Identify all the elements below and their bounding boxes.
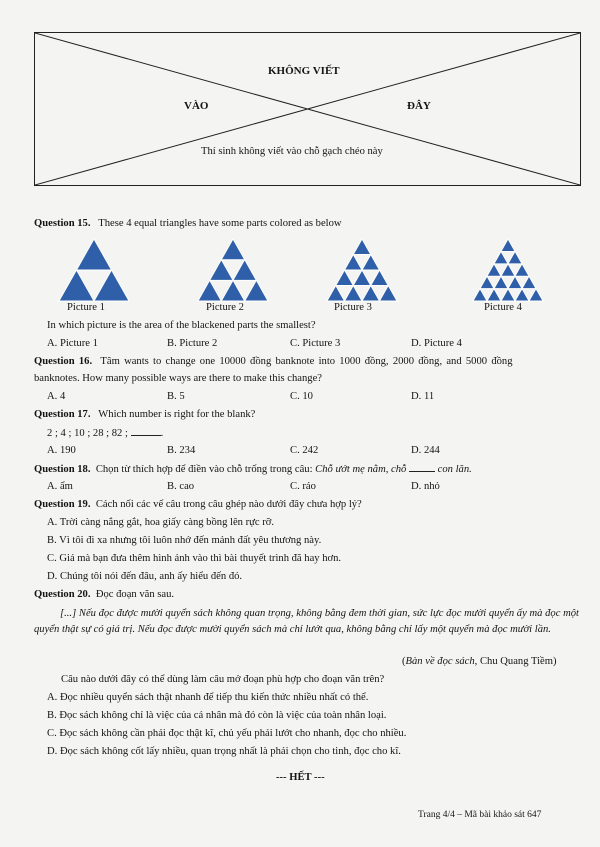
q18-text: Chọn từ thích hợp để điền vào chỗ trống trong câu: [95,464,313,475]
q15-option-b: B. Picture 2 [167,338,218,349]
q15-option-a: A. Picture 1 [47,338,98,349]
shaded-triangle [245,280,268,301]
q20-option-b: B. Đọc sách không chỉ là việc của cá nhân mà đó còn là việc của toàn nhân loại. [47,710,387,721]
box-text-left: VÀO [184,100,209,112]
q16-option-a: A. 4 [47,391,66,402]
shaded-triangle [336,270,354,286]
picture-3-caption: Picture 3 [334,302,372,313]
q20-source-title: Bàn về đọc sách [405,656,475,667]
q17-line [34,409,255,422]
shaded-triangle [487,264,501,276]
q20-option-a: A. Đọc nhiều quyển sách thật nhanh để tiếp thu kiến thức nhiều nhất có thể. [47,692,369,703]
cross-lines [35,33,580,185]
q17-blank [131,427,161,436]
triangle-picture-4 [473,239,543,301]
q16-option-b: B. 5 [167,391,185,402]
q17-sequence: 2 ; 4 ; 10 ; 28 ; 82 ; [47,428,128,439]
page-footer: Trang 4/4 – Mã bài khảo sát 647 [418,810,542,820]
picture-2-caption: Picture 2 [206,302,244,313]
q19-label: Question 19. [34,499,91,510]
box-note: Thí sinh không viết vào chỗ gạch chéo này [201,146,383,157]
q20-option-d: D. Đọc sách không cốt lấy nhiều, quan trọng nhất là phải chọn cho tinh, đọc cho kĩ. [47,746,401,757]
shaded-triangle [473,289,487,301]
q19-option-a: A. Trời càng nắng gắt, hoa giấy càng bồng lên rực rỡ. [47,517,275,528]
shaded-triangle [59,270,94,301]
q20-source [402,656,557,669]
q17-option-b: B. 234 [167,445,196,456]
q15-option-d: D. Picture 4 [411,338,462,349]
shaded-triangle [77,239,112,270]
picture-4-caption: Picture 4 [484,302,522,313]
q18-blank [409,463,435,472]
q16-text-1: Tâm wants to change one 10000 đồng banknote into 1000 đồng, 2000 đồng, and 5000 đồng [100,356,513,367]
shaded-triangle [353,239,371,255]
q18-option-c: C. ráo [290,481,316,492]
no-write-box [34,32,581,186]
q19-text: Cách nối các vế câu trong câu ghép nào dưới đây chưa hợp lý? [95,499,362,510]
shaded-triangle [480,276,494,288]
q18-option-b: B. cao [167,481,195,492]
q17-sequence-line [47,427,163,441]
q19-option-d: D. Chúng tôi nói đến đâu, anh ấy hiểu đến đó. [47,571,243,582]
shaded-triangle [487,289,501,301]
shaded-triangle [221,280,244,301]
q17-option-d: D. 244 [411,445,440,456]
q19-line [34,499,362,512]
q20-source-author: , Chu Quang Tiềm) [474,656,557,667]
shaded-triangle [494,276,508,288]
shaded-triangle [494,251,508,263]
q20-passage: [...] Nếu đọc được mười quyển sách không quan trọng, không bằng đem thời gian, sức lực đọc mười quyển ấy mà đọc một quyển thật sự có giá trị. Nếu đọc được mười quyển sách mà chỉ lướt qua, không bằng chỉ lấy một quyển mà đọc mười lần. [34,608,579,635]
q18-label: Question 18. [34,464,91,475]
shaded-triangle [198,280,221,301]
box-text-line1: KHÔNG VIẾT [268,65,340,77]
shaded-triangle [508,251,522,263]
q18-line [34,463,472,477]
q20-source-open: ( [402,656,406,667]
q16-option-d: D. 11 [411,391,435,402]
triangle-picture-1 [59,239,129,301]
q17-option-a: A. 190 [47,445,76,456]
shaded-triangle [515,264,529,276]
q16-line1 [34,356,513,369]
q18-quote-end: con lăn. [437,464,472,475]
q16-text-2: banknotes. How many possible ways are there to make this change? [34,373,323,384]
shaded-triangle [94,270,129,301]
shaded-triangle [371,270,389,286]
shaded-triangle [345,286,363,302]
triangle-picture-2 [198,239,268,301]
q18-option-a: A. ẩm [47,481,73,492]
shaded-triangle [210,260,233,281]
shaded-triangle [353,270,371,286]
q20-question: Câu nào dưới đây có thể dùng làm câu mở đoạn phù hợp cho đoạn văn trên? [61,674,385,685]
shaded-triangle [345,255,363,271]
shaded-triangle [233,260,256,281]
shaded-triangle [501,264,515,276]
q15-prompt: In which picture is the area of the blackened parts the smallest? [47,320,316,331]
q17-text: Which number is right for the blank? [98,409,256,420]
q15-line [34,218,342,231]
q20-text: Đọc đoạn văn sau. [95,589,175,600]
q15-label: Question 15. [34,218,91,229]
q20-option-c: C. Đọc sách không cần phải đọc thật kĩ, chủ yếu phải lướt cho nhanh, đọc cho nhiều. [47,728,407,739]
q15-option-c: C. Picture 3 [290,338,341,349]
shaded-triangle [362,286,380,302]
q19-option-b: B. Vì tôi đi xa nhưng tôi luôn nhớ đến mảnh đất yêu thương này. [47,535,322,546]
shaded-triangle [529,289,543,301]
shaded-triangle [522,276,536,288]
q15-text: These 4 equal triangles have some parts colored as below [98,218,342,229]
shaded-triangle [327,286,345,302]
q17-option-c: C. 242 [290,445,319,456]
shaded-triangle [221,239,244,260]
q17-sequence-end: . [160,428,164,439]
shaded-triangle [362,255,380,271]
q18-quote-start: Chỗ ướt mẹ nằm, chỗ [315,464,407,475]
shaded-triangle [515,289,529,301]
q20-label: Question 20. [34,589,91,600]
shaded-triangle [501,239,515,251]
shaded-triangle [501,289,515,301]
triangle-picture-3 [327,239,397,301]
shaded-triangle [380,286,398,302]
q18-option-d: D. nhỏ [411,481,440,492]
end-mark: --- HẾT --- [276,772,325,783]
box-text-right: ĐÂY [407,100,431,112]
q19-option-c: C. Giá mà bạn đưa thêm hình ảnh vào thì bài thuyết trình đã hay hơn. [47,553,342,564]
shaded-triangle [508,276,522,288]
q16-option-c: C. 10 [290,391,313,402]
q17-label: Question 17. [34,409,91,420]
q20-line [34,589,174,602]
picture-1-caption: Picture 1 [67,302,105,313]
q16-label: Question 16. [34,356,93,367]
q15-triangle-pictures [0,236,600,306]
